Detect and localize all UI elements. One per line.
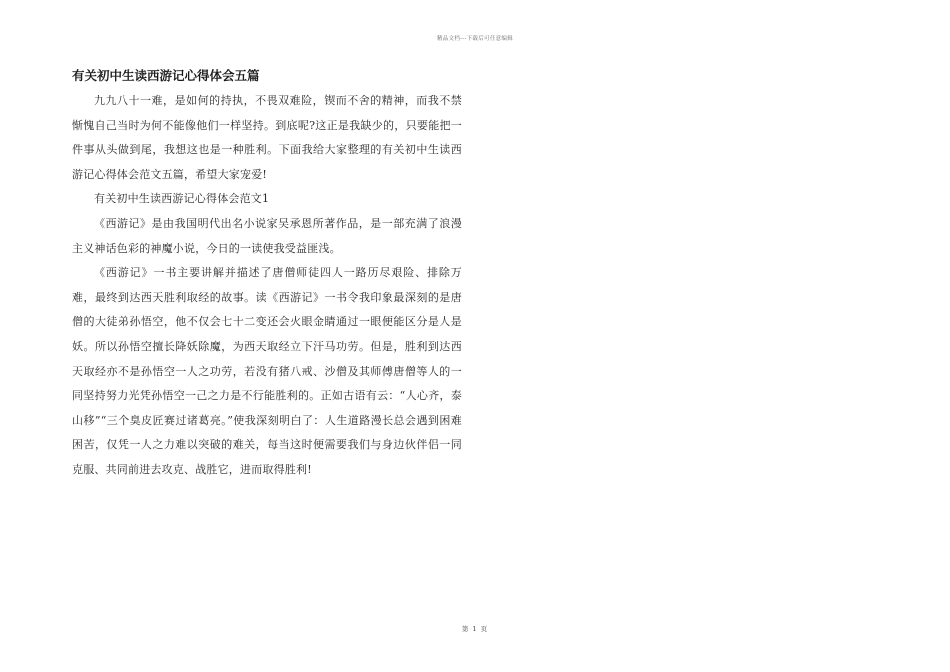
section-heading: 有关初中生读西游记心得体会范文1 — [94, 192, 270, 206]
document-body — [72, 68, 462, 483]
page-number: 第 1 页 — [461, 625, 489, 633]
body-paragraph: 《西游记》一书主要讲解并描述了唐僧师徒四人一路历尽艰险、排除万难，最终到达西天胜利取经的故事。读《西游记》一书令我印象最深刻的是唐僧的大徒弟孙悟空，他不仅会七十二变还会火眼金睛通过一眼便能区分是人是妖。所以孙悟空擅长降妖除魔，为西天取经立下汗马功劳。但是，胜利到达西天取经亦不是孙悟空一人之功劳，若没有猪八戒、沙僧及其师傅唐僧等人的一同坚持努力光凭孙悟空一己之力是不行能胜利的。正如古语有云：“人心齐，泰山移”“三个臭皮匠赛过诸葛亮。”使我深刻明白了：人生道路漫长总会遇到困难困苦，仅凭一人之力难以突破的难关，每当这时便需要我们与身边伙伴侣一同克服、共同前进去攻克、战胜它，进而取得胜利! — [72, 266, 462, 476]
body-paragraph: 《西游记》是由我国明代出名小说家吴承恩所著作品，是一部充满了浪漫主义神话色彩的神魔小说，今日的一读使我受益匪浅。 — [72, 216, 462, 255]
document-title: 有关初中生读西游记心得体会五篇 — [72, 68, 260, 83]
page-header: 精品文档---下载后可任意编辑 — [436, 36, 514, 42]
intro-paragraph: 九九八十一难，是如何的持执，不畏双难险，锲而不舍的精神，而我不禁惭愧自己当时为何不能像他们一样坚持。到底呢?这正是我缺少的，只要能把一件事从头做到尾，我想这也是一种胜利。下面我给大家整理的有关初中生读西游记心得体会范文五篇，希望大家宠爱! — [72, 94, 462, 181]
